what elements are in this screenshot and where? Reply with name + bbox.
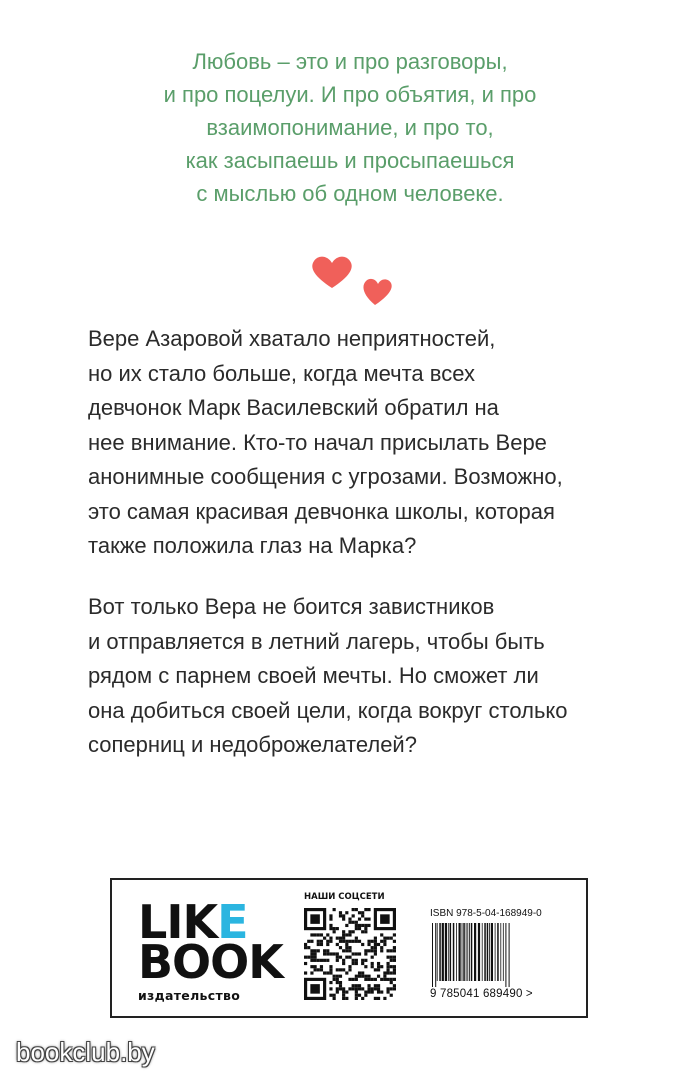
heart-icon — [312, 257, 351, 288]
quote-line: с мыслью об одном человеке. — [196, 181, 504, 206]
paragraph-line: девчонок Марк Василевский обратил на — [88, 395, 499, 420]
barcode-number: 9 785041 689490 > — [430, 988, 533, 1000]
logo-letter: I — [166, 895, 183, 949]
paragraph-line: нее внимание. Кто-то начал присылать Вере — [88, 429, 547, 455]
paragraph-line: рядом с парнем своей мечты. Но сможет ли — [88, 663, 539, 688]
paragraph-line: также положила глаз на Марка? — [88, 533, 417, 558]
paragraph-line: анонимные сообщения с угрозами. Возможно, — [88, 464, 563, 489]
description-paragraph-1 — [88, 322, 648, 564]
quote-line: Любовь – это и про разговоры, — [192, 49, 508, 74]
paragraph-line: но их стало больше, когда мечта всех — [88, 360, 475, 386]
likebook-logo — [138, 895, 283, 1003]
paragraph-line: соперниц и недоброжелателей? — [88, 732, 417, 757]
paragraph-line: она добиться своей цели, когда вокруг столько — [88, 697, 568, 723]
paragraph-line: Вере Азаровой хватало неприятностей, — [88, 326, 496, 351]
quote-line: как засыпаешь и просыпаешься — [185, 148, 515, 173]
description-paragraph-2 — [88, 590, 648, 763]
logo-letter: L — [138, 895, 167, 949]
logo-word-book: BOOK — [138, 935, 283, 989]
qr-code-icon[interactable] — [304, 908, 396, 1000]
quote-block — [60, 45, 640, 210]
watermark: bookclub.by — [16, 1037, 155, 1067]
quote-line: взаимопонимание, и про то, — [206, 115, 494, 140]
social-block — [304, 892, 404, 1005]
logo-line-2 — [138, 935, 283, 989]
barcode-icon — [430, 923, 550, 987]
paragraph-line: Вот только Вера не боится завистников — [88, 594, 495, 619]
publisher-info-box — [110, 878, 588, 1018]
logo-letter: K — [182, 895, 218, 949]
isbn-text: ISBN 978-5-04-168949-0 — [430, 908, 542, 919]
paragraph-line: и отправляется в летний лагерь, чтобы быть — [88, 628, 545, 654]
hearts-icon — [305, 250, 405, 310]
quote-line: и про поцелуи. И про объятия, и про — [163, 82, 537, 107]
paragraph-line: это самая красивая девчонка школы, которая — [88, 498, 555, 524]
social-label: НАШИ СОЦСЕТИ — [304, 892, 385, 902]
publisher-subtitle: издательство — [138, 988, 241, 1003]
heart-icon — [363, 279, 391, 305]
barcode-block — [430, 908, 580, 1008]
logo-letter: E — [217, 895, 248, 949]
